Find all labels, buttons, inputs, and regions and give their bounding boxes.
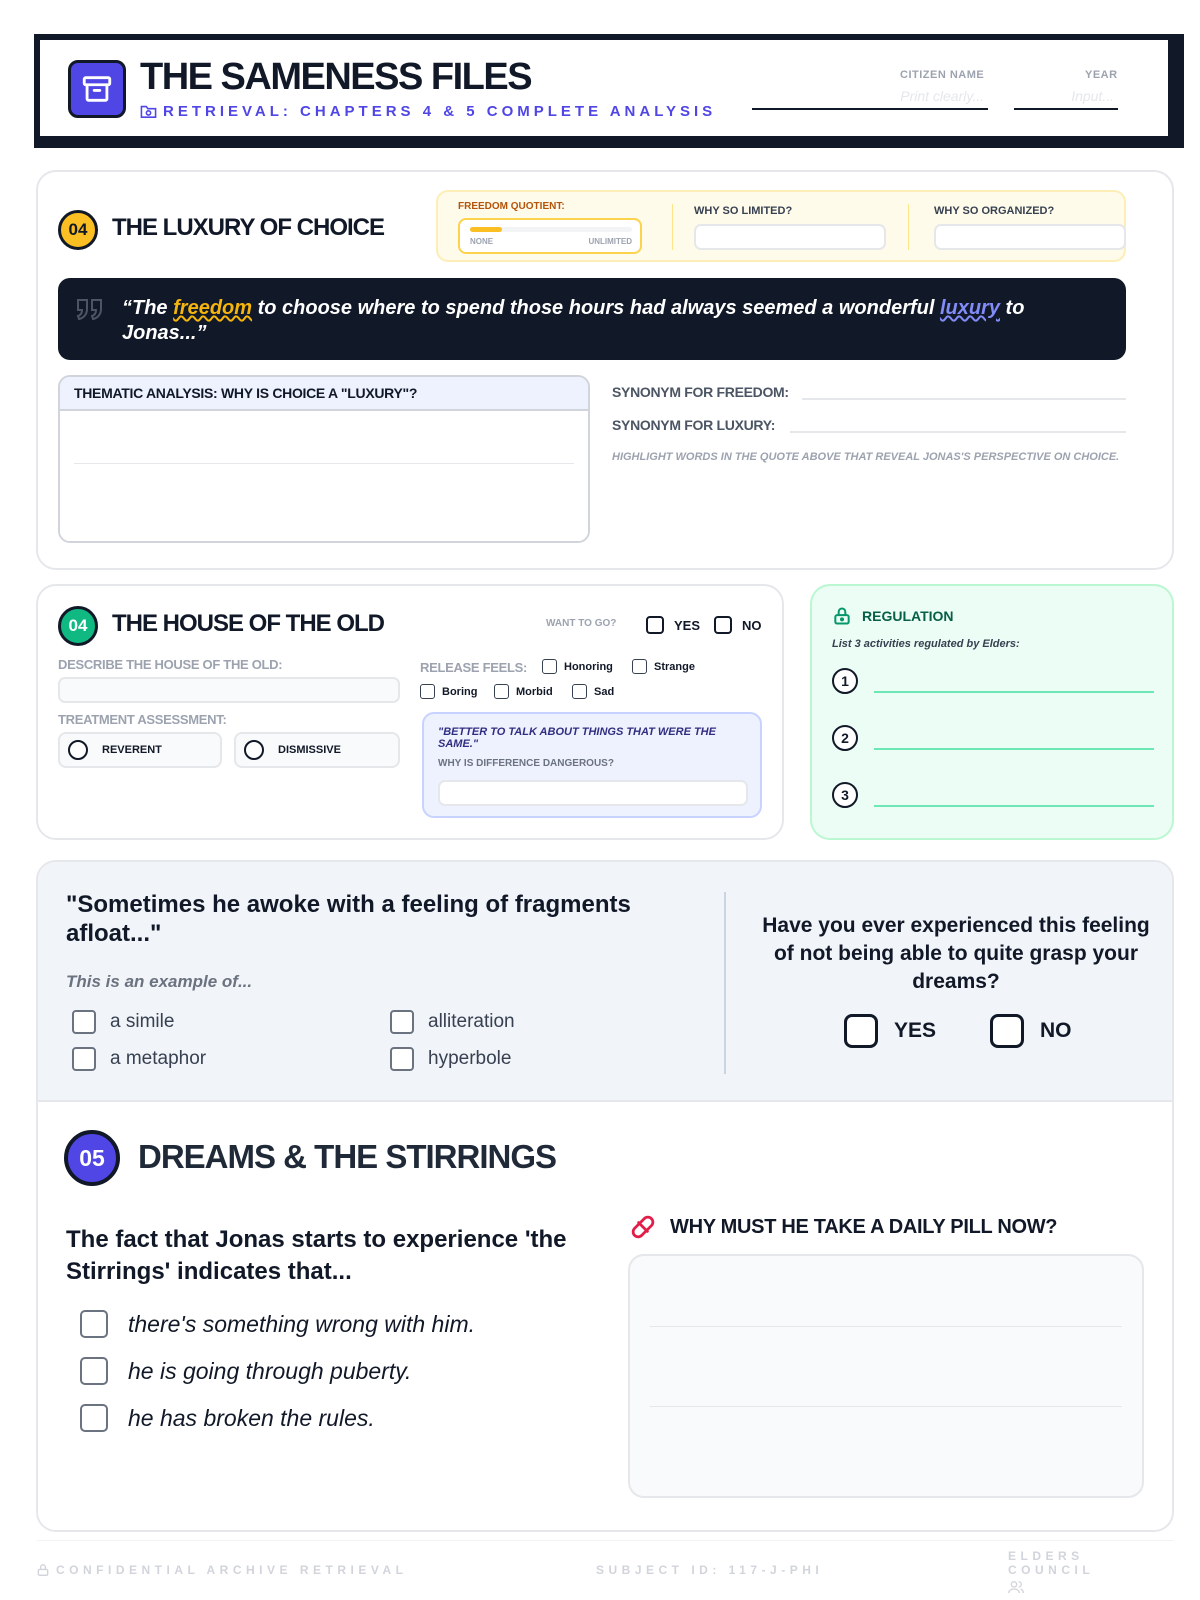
freedom-panel: [436, 190, 1126, 262]
checkbox[interactable]: [632, 659, 647, 674]
treatment-option-reverent[interactable]: REVERENT: [58, 732, 222, 768]
footer-divider: [36, 1540, 1174, 1541]
slider-fill: [470, 227, 502, 232]
checkbox[interactable]: [390, 1010, 414, 1034]
release-option[interactable]: Strange: [632, 659, 695, 674]
stirrings-option[interactable]: he is going through puberty.: [80, 1357, 411, 1385]
archive-icon: [80, 72, 114, 106]
difference-label: WHY IS DIFFERENCE DANGEROUS?: [438, 758, 614, 769]
quote-icon: [76, 298, 104, 322]
divider: [724, 892, 726, 1074]
radio[interactable]: [68, 740, 88, 760]
checkbox[interactable]: [990, 1014, 1024, 1048]
synonym-luxury-label: SYNONYM FOR LUXURY:: [612, 417, 776, 433]
checkbox[interactable]: [572, 684, 587, 699]
checkbox[interactable]: [420, 684, 435, 699]
checkbox[interactable]: [80, 1404, 108, 1432]
difference-input[interactable]: [438, 780, 748, 806]
device-option[interactable]: a metaphor: [72, 1047, 206, 1071]
device-option[interactable]: a simile: [72, 1010, 174, 1034]
device-option[interactable]: alliteration: [390, 1010, 515, 1034]
release-option[interactable]: Honoring: [542, 659, 613, 674]
folder-icon: [140, 104, 157, 119]
stirrings-option[interactable]: he has broken the rules.: [80, 1404, 375, 1432]
pill-question: WHY MUST HE TAKE A DAILY PILL NOW?: [670, 1216, 1058, 1238]
want-no-option[interactable]: NO: [714, 616, 762, 634]
slider-min-label: NONE: [470, 237, 494, 246]
lock-icon: [832, 606, 852, 626]
release-feels-label: RELEASE FEELS:: [420, 660, 528, 675]
synonym-luxury-input[interactable]: [790, 419, 1126, 433]
number-circle: 2: [832, 725, 858, 751]
luxury-title: THE LUXURY OF CHOICE: [112, 214, 385, 241]
checkbox[interactable]: [494, 684, 509, 699]
freedom-slider[interactable]: [458, 218, 642, 254]
checkbox[interactable]: [80, 1357, 108, 1385]
fragments-prompt: This is an example of...: [66, 972, 253, 991]
archive-logo: [68, 60, 126, 118]
release-option[interactable]: Morbid: [494, 684, 553, 699]
footer-right: ELDERS COUNCIL: [1008, 1549, 1176, 1599]
highlight-luxury[interactable]: luxury: [939, 297, 1000, 319]
regulation-input[interactable]: [874, 805, 1154, 807]
pill-icon: [628, 1212, 658, 1242]
regulation-input[interactable]: [874, 748, 1154, 750]
divider: [672, 204, 673, 250]
slider-track: [470, 227, 632, 232]
checkbox[interactable]: [844, 1014, 878, 1048]
regulation-input[interactable]: [874, 691, 1154, 693]
highlight-hint: HIGHLIGHT WORDS IN THE QUOTE ABOVE THAT REVEAL JONAS'S PERSPECTIVE ON CHOICE.: [612, 451, 1120, 463]
describe-label: DESCRIBE THE HOUSE OF THE OLD:: [58, 657, 283, 672]
release-option[interactable]: Boring: [420, 684, 477, 699]
thematic-analysis-input[interactable]: [60, 411, 588, 543]
checkbox[interactable]: [72, 1047, 96, 1071]
dreams-section: [36, 860, 1174, 1532]
choice-quote: [58, 278, 1126, 360]
dreams-title: DREAMS & THE STIRRINGS: [138, 1138, 557, 1175]
thematic-analysis-label: THEMATIC ANALYSIS: WHY IS CHOICE A "LUXURY"?: [60, 377, 588, 411]
divider: [908, 204, 909, 250]
year-label: YEAR: [1085, 69, 1118, 81]
checkbox[interactable]: [646, 616, 664, 634]
why-limited-input[interactable]: [694, 224, 886, 250]
page-title: THE SAMENESS FILES: [140, 56, 532, 98]
release-option[interactable]: Sad: [572, 684, 614, 699]
stirrings-question: The fact that Jonas starts to experience 'the Stirrings' indicates that...: [66, 1226, 567, 1285]
dream-yes-option[interactable]: YES: [844, 1014, 936, 1048]
page-subtitle: RETRIEVAL: CHAPTERS 4 & 5 COMPLETE ANALYSIS: [140, 103, 716, 120]
fragments-quote: "Sometimes he awoke with a feeling of fragments afloat...": [66, 891, 631, 947]
header: [34, 34, 1174, 142]
thematic-analysis-box: [58, 375, 590, 543]
slider-max-label: UNLIMITED: [588, 237, 632, 246]
want-to-go-label: WANT TO GO?: [546, 618, 617, 629]
synonym-freedom-label: SYNONYM FOR FREEDOM:: [612, 384, 789, 400]
sameness-quote: "BETTER TO TALK ABOUT THINGS THAT WERE THE SAME.": [438, 726, 716, 750]
regulation-title: REGULATION: [862, 608, 954, 624]
regulation-card: [810, 584, 1174, 840]
footer-subject-id: SUBJECT ID: 117-J-PHI: [596, 1563, 824, 1577]
checkbox[interactable]: [72, 1010, 96, 1034]
lock-icon: [36, 1562, 50, 1578]
why-limited-label: WHY SO LIMITED?: [694, 205, 793, 217]
why-organized-input[interactable]: [934, 224, 1126, 250]
citizen-name-field[interactable]: Print clearly...: [752, 88, 988, 110]
citizen-name-label: CITIZEN NAME: [900, 69, 985, 81]
dream-question: Have you ever experienced this feeling of not being able to quite grasp your dreams?: [762, 914, 1150, 993]
dream-no-option[interactable]: NO: [990, 1014, 1072, 1048]
section-number-badge: 04: [58, 606, 98, 646]
writing-line: [650, 1406, 1122, 1407]
section-number-badge: 04: [58, 210, 98, 250]
number-circle: 1: [832, 668, 858, 694]
treatment-label: TREATMENT ASSESSMENT:: [58, 712, 227, 727]
device-option[interactable]: hyperbole: [390, 1047, 511, 1071]
pill-answer-input[interactable]: [628, 1254, 1144, 1498]
writing-line: [650, 1326, 1122, 1327]
radio[interactable]: [244, 740, 264, 760]
regulation-instruction: List 3 activities regulated by Elders:: [832, 638, 1020, 650]
number-circle: 3: [832, 782, 858, 808]
users-icon: [1008, 1580, 1024, 1594]
treatment-option-dismissive[interactable]: DISMISSIVE: [234, 732, 400, 768]
sameness-quote-box: [422, 712, 762, 818]
quote-text: “The freedom to choose where to spend those hours had always seemed a wonderful luxury to Jonas...”: [122, 297, 1025, 344]
stirrings-option[interactable]: there's something wrong with him.: [80, 1310, 475, 1338]
checkbox[interactable]: [390, 1047, 414, 1071]
year-field[interactable]: Input...: [1014, 88, 1118, 110]
freedom-quotient-label: FREEDOM QUOTIENT:: [458, 201, 565, 212]
want-yes-option[interactable]: YES: [646, 616, 700, 634]
why-organized-label: WHY SO ORGANIZED?: [934, 205, 1055, 217]
highlight-freedom[interactable]: freedom: [173, 297, 253, 319]
fragments-panel: [38, 862, 1174, 1102]
house-title: THE HOUSE OF THE OLD: [112, 610, 385, 637]
checkbox[interactable]: [542, 659, 557, 674]
checkbox[interactable]: [80, 1310, 108, 1338]
synonym-freedom-input[interactable]: [802, 386, 1126, 400]
checkbox[interactable]: [714, 616, 732, 634]
footer-left: CONFIDENTIAL ARCHIVE RETRIEVAL: [36, 1562, 407, 1578]
describe-input[interactable]: [58, 677, 400, 703]
writing-line: [74, 463, 574, 464]
section-number-badge: 05: [64, 1130, 120, 1186]
